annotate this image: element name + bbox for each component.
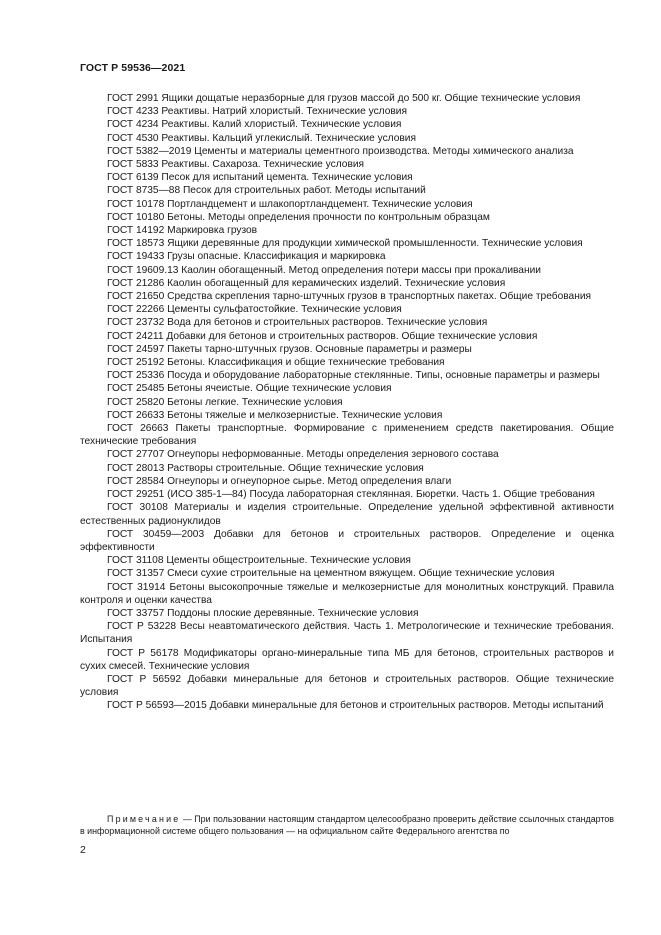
reference-item: ГОСТ 4530 Реактивы. Кальций углекислый. Технические условия bbox=[107, 132, 417, 144]
reference-item: ГОСТ 26633 Бетоны тяжелые и мелкозернистые. Технические условия bbox=[107, 409, 443, 421]
reference-item: ГОСТ 29251 (ИСО 385-1—84) Посуда лабораторная стеклянная. Бюретки. Часть 1. Общие требования bbox=[107, 489, 595, 501]
footnote-note bbox=[80, 813, 614, 837]
reference-item: ГОСТ 22266 Цементы сульфатостойкие. Технические условия bbox=[107, 304, 402, 316]
reference-item: ГОСТ 23732 Вода для бетонов и строительных растворов. Технические условия bbox=[107, 317, 488, 329]
reference-item: ГОСТ 24211 Добавки для бетонов и строительных растворов. Общие технические условия bbox=[107, 330, 538, 342]
reference-item: ГОСТ Р 53228 Весы неавтоматического действия. Часть 1. Метрологические и технические требования. Испытания bbox=[80, 621, 614, 646]
reference-item: ГОСТ 24597 Пакеты тарно-штучных грузов. Основные параметры и размеры bbox=[107, 343, 472, 355]
reference-item: ГОСТ 26663 Пакеты транспортные. Формирование с применением средств пакетирования. Общие технические требования bbox=[80, 423, 614, 448]
reference-item: ГОСТ 21650 Средства скрепления тарно-штучных грузов в транспортных пакетах. Общие требования bbox=[107, 291, 592, 303]
note-label: Примечание bbox=[107, 814, 181, 824]
note-text: — При пользовании настоящим стандартом целесообразно проверить действие ссылочных стандартов в информационной системе общего пользования — на официальном сайте Федерального агентства по bbox=[80, 814, 615, 837]
reference-item: ГОСТ 8735—88 Песок для строительных работ. Методы испытаний bbox=[107, 185, 426, 197]
reference-item: ГОСТ 28584 Огнеупоры и огнеупорное сырье. Метод определения влаги bbox=[107, 475, 452, 487]
reference-item: ГОСТ 14192 Маркировка грузов bbox=[107, 225, 258, 237]
reference-item: ГОСТ 25192 Бетоны. Классификация и общие технические требования bbox=[107, 357, 445, 369]
document-id-header: ГОСТ Р 59536—2021 bbox=[80, 62, 186, 74]
reference-item: ГОСТ 33757 Поддоны плоские деревянные. Технические условия bbox=[107, 607, 419, 619]
reference-item: ГОСТ 30108 Материалы и изделия строительные. Определение удельной эффективной активности естественных радионуклидов bbox=[80, 502, 614, 527]
reference-item: ГОСТ Р 56592 Добавки минеральные для бетонов и строительных растворов. Общие технические условия bbox=[80, 673, 614, 699]
reference-item: ГОСТ 19609.13 Каолин обогащенный. Метод определения потери массы при прокаливании bbox=[107, 264, 541, 276]
reference-item: ГОСТ 27707 Огнеупоры неформованные. Методы определения зернового состава bbox=[107, 449, 499, 461]
reference-item: ГОСТ 31914 Бетоны высокопрочные тяжелые и мелкозернистые для монолитных конструкций. Правила контроля и оценки качества bbox=[80, 581, 614, 606]
normative-references-list bbox=[80, 92, 614, 713]
reference-item: ГОСТ 10178 Портландцемент и шлакопортландцемент. Технические условия bbox=[107, 198, 473, 210]
reference-item: ГОСТ 2991 Ящики дощатые неразборные для грузов массой до 500 кг. Общие технические условия bbox=[107, 93, 581, 104]
reference-item: ГОСТ 19433 Грузы опасные. Классификация и маркировка bbox=[107, 251, 386, 263]
reference-item: ГОСТ 21286 Каолин обогащенный для керамических изделий. Технические условия bbox=[107, 277, 506, 289]
reference-item: ГОСТ Р 56593—2015 Добавки минеральные для бетонов и строительных растворов. Методы испытаний bbox=[107, 700, 604, 712]
reference-item: ГОСТ 6139 Песок для испытаний цемента. Технические условия bbox=[107, 172, 413, 184]
reference-item: ГОСТ 18573 Ящики деревянные для продукции химической промышленности. Технические условия bbox=[107, 238, 583, 250]
reference-item: ГОСТ Р 56178 Модификаторы органо-минеральные типа МБ для бетонов, строительных растворов и сухих смесей. Технические условия bbox=[80, 647, 614, 672]
reference-item: ГОСТ 5382—2019 Цементы и материалы цементного производства. Методы химического анализа bbox=[107, 145, 574, 157]
reference-item: ГОСТ 25336 Посуда и оборудование лабораторные стеклянные. Типы, основные параметры и размеры bbox=[107, 370, 600, 382]
reference-item: ГОСТ 10180 Бетоны. Методы определения прочности по контрольным образцам bbox=[107, 211, 490, 223]
reference-item: ГОСТ 31357 Смеси сухие строительные на цементном вяжущем. Общие технические условия bbox=[107, 568, 555, 580]
reference-item: ГОСТ 5833 Реактивы. Сахароза. Технические условия bbox=[107, 159, 365, 171]
reference-item: ГОСТ 25485 Бетоны ячеистые. Общие технические условия bbox=[107, 383, 392, 395]
reference-item: ГОСТ 31108 Цементы общестроительные. Технические условия bbox=[107, 555, 411, 567]
reference-item: ГОСТ 30459—2003 Добавки для бетонов и строительных растворов. Определение и оценка эффективности bbox=[80, 528, 614, 553]
reference-item: ГОСТ 25820 Бетоны легкие. Технические условия bbox=[107, 396, 343, 408]
reference-item: ГОСТ 28013 Растворы строительные. Общие технические условия bbox=[107, 462, 424, 474]
reference-item: ГОСТ 4234 Реактивы. Калий хлористый. Технические условия bbox=[107, 119, 402, 131]
reference-item: ГОСТ 4233 Реактивы. Натрий хлористый. Технические условия bbox=[107, 106, 408, 118]
page-number: 2 bbox=[80, 844, 86, 856]
